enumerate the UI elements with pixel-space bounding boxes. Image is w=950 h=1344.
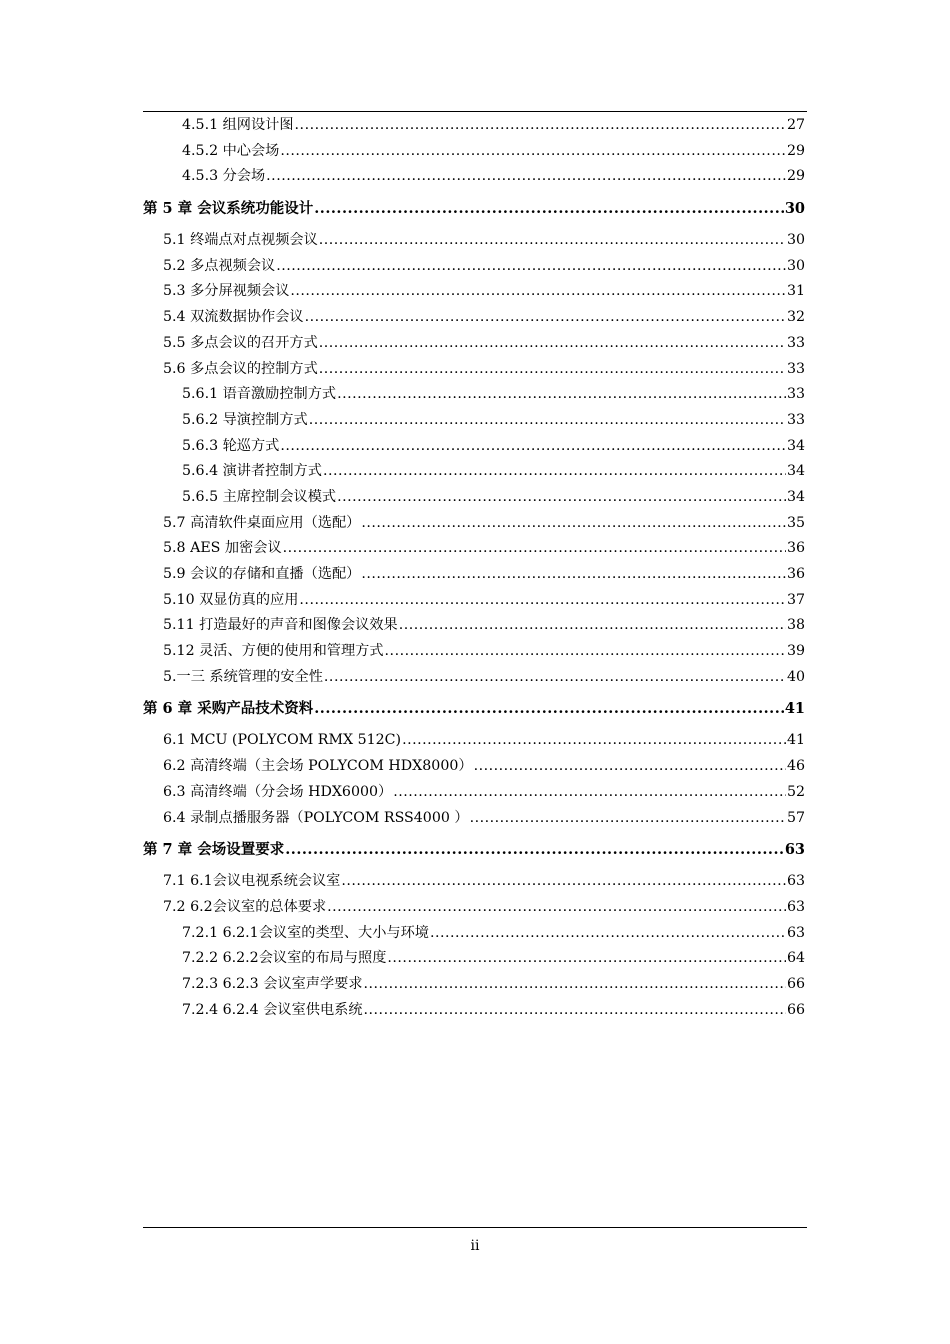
toc-leader-dots xyxy=(364,998,786,1024)
toc-entry[interactable] xyxy=(143,806,805,832)
toc-leader-dots xyxy=(280,434,786,460)
toc-leader-dots xyxy=(319,331,786,357)
toc-entry[interactable] xyxy=(143,754,805,780)
toc-leader-dots xyxy=(327,895,786,921)
toc-entry-page: 41 xyxy=(786,732,805,749)
toc-leader-dots xyxy=(361,511,786,537)
header-rule xyxy=(143,111,807,112)
toc-entry-page: 34 xyxy=(786,437,805,454)
toc-leader-dots xyxy=(276,254,786,280)
toc-entry[interactable] xyxy=(143,408,805,434)
toc-entry-title: 5.6 多点会议的控制方式 xyxy=(163,360,318,377)
toc-entry-page: 30 xyxy=(786,232,805,249)
toc-entry-title: 第 7 章 会场设置要求 xyxy=(143,841,285,859)
toc-entry[interactable] xyxy=(143,254,805,280)
toc-entry-page: 46 xyxy=(786,758,805,775)
toc-entry[interactable] xyxy=(143,459,805,485)
toc-entry-title: 5.9 会议的存储和直播（选配） xyxy=(163,566,361,582)
toc-leader-dots xyxy=(305,305,786,331)
toc-entry-page: 35 xyxy=(786,514,805,531)
toc-entry-title: 7.1 6.1会议电视系统会议室 xyxy=(163,873,341,890)
toc-entry[interactable] xyxy=(143,113,805,139)
toc-entry-title: 5.6.2 导演控制方式 xyxy=(182,411,308,428)
toc-entry-title: 7.2.2 6.2.2会议室的布局与照度 xyxy=(182,950,387,967)
toc-entry-title: 5.5 多点会议的召开方式 xyxy=(163,334,318,351)
toc-leader-dots xyxy=(319,357,786,383)
toc-entry[interactable] xyxy=(143,305,805,331)
toc-entry[interactable] xyxy=(143,972,805,998)
toc-entry-page: 30 xyxy=(786,257,805,274)
toc-leader-dots xyxy=(319,228,786,254)
toc-entry-page: 63 xyxy=(786,898,805,915)
toc-leader-dots xyxy=(399,613,786,639)
toc-entry-title: 5.4 双流数据协作会议 xyxy=(163,309,304,326)
toc-entry-page: 29 xyxy=(786,168,805,185)
toc-entry-title: 5.8 AES 加密会议 xyxy=(163,540,282,557)
toc-entry-title: 5.11 打造最好的声音和图像会议效果 xyxy=(163,617,398,634)
toc-leader-dots xyxy=(290,279,786,305)
toc-leader-dots xyxy=(364,972,786,998)
toc-leader-dots xyxy=(324,665,786,691)
toc-entry-page: 41 xyxy=(784,700,805,718)
toc-entry-page: 38 xyxy=(786,617,805,634)
toc-entry-page: 64 xyxy=(786,950,805,967)
toc-entry[interactable] xyxy=(143,434,805,460)
toc-entry-title: 5.10 双显仿真的应用 xyxy=(163,591,299,608)
toc-entry[interactable] xyxy=(143,665,805,691)
toc-entry-title: 6.4 录制点播服务器（POLYCOM RSS4000 ） xyxy=(163,809,469,826)
toc-entry-page: 40 xyxy=(786,668,805,685)
toc-leader-dots xyxy=(323,459,786,485)
toc-entry-page: 31 xyxy=(786,283,805,300)
toc-entry-title: 7.2.3 6.2.3 会议室声学要求 xyxy=(182,975,363,992)
toc-entry[interactable] xyxy=(143,511,805,537)
footer-rule xyxy=(143,1227,807,1228)
toc-entry-title: 5.7 高清软件桌面应用（选配） xyxy=(163,514,361,531)
toc-entry[interactable] xyxy=(143,998,805,1024)
toc-entry-page: 36 xyxy=(786,540,805,557)
toc-entry[interactable] xyxy=(143,485,805,511)
toc-chapter-entry[interactable] xyxy=(143,831,805,869)
toc-entry[interactable] xyxy=(143,357,805,383)
toc-entry[interactable] xyxy=(143,613,805,639)
toc-leader-dots xyxy=(283,536,786,562)
toc-leader-dots xyxy=(387,946,786,972)
toc-entry[interactable] xyxy=(143,382,805,408)
page-number: ii xyxy=(470,1238,480,1254)
toc-entry-title: 第 6 章 采购产品技术资料 xyxy=(143,700,314,718)
toc-entry-page: 33 xyxy=(786,334,805,351)
toc-entry-title: 7.2.4 6.2.4 会议室供电系统 xyxy=(182,1001,363,1018)
toc-entry[interactable] xyxy=(143,946,805,972)
toc-entry[interactable] xyxy=(143,728,805,754)
toc-leader-dots xyxy=(430,921,786,947)
toc-leader-dots xyxy=(361,562,786,588)
toc-entry-page: 63 xyxy=(786,924,805,941)
toc-entry-page: 34 xyxy=(786,488,805,505)
toc-entry-title: 4.5.3 分会场 xyxy=(182,168,266,185)
toc-entry-page: 33 xyxy=(786,360,805,377)
toc-entry-page: 66 xyxy=(786,1001,805,1018)
toc-entry-page: 52 xyxy=(786,783,805,800)
toc-entry-title: 第 5 章 会议系统功能设计 xyxy=(143,200,314,218)
toc-leader-dots xyxy=(295,113,786,139)
toc-leader-dots xyxy=(474,754,786,780)
toc-entry[interactable] xyxy=(143,536,805,562)
toc-entry-title: 5.3 多分屏视频会议 xyxy=(163,283,290,300)
toc-entry-page: 63 xyxy=(784,841,805,859)
toc-entry-page: 32 xyxy=(786,309,805,326)
toc-entry[interactable] xyxy=(143,639,805,665)
toc-entry[interactable] xyxy=(143,921,805,947)
toc-entry-title: 7.2 6.2会议室的总体要求 xyxy=(163,898,327,915)
toc-leader-dots xyxy=(341,869,786,895)
toc-entry-title: 6.1 MCU (POLYCOM RMX 512C) xyxy=(163,732,402,749)
toc-leader-dots xyxy=(470,806,786,832)
toc-entry[interactable] xyxy=(143,139,805,165)
toc-entry-page: 33 xyxy=(786,386,805,403)
toc-entry-page: 66 xyxy=(786,975,805,992)
toc-leader-dots xyxy=(285,831,784,869)
toc-entry-title: 5.6.1 语音激励控制方式 xyxy=(182,386,337,403)
toc-entry[interactable] xyxy=(143,869,805,895)
toc-entry-title: 5.6.3 轮巡方式 xyxy=(182,437,280,454)
toc-leader-dots xyxy=(337,485,786,511)
toc-leader-dots xyxy=(314,190,784,228)
toc-entry-page: 33 xyxy=(786,411,805,428)
toc-entry-page: 36 xyxy=(786,566,805,582)
toc-leader-dots xyxy=(402,728,786,754)
toc-entry-title: 5.6.5 主席控制会议模式 xyxy=(182,488,337,505)
toc-entry[interactable] xyxy=(143,780,805,806)
toc-entry[interactable] xyxy=(143,331,805,357)
toc-entry-page: 34 xyxy=(786,463,805,480)
toc-entry-page: 57 xyxy=(786,809,805,826)
toc-entry-title: 5.1 终端点对点视频会议 xyxy=(163,232,318,249)
toc-entry[interactable] xyxy=(143,228,805,254)
toc-entry-title: 5.12 灵活、方便的使用和管理方式 xyxy=(163,643,384,660)
toc-leader-dots xyxy=(299,588,786,614)
toc-entry[interactable] xyxy=(143,164,805,190)
toc-entry[interactable] xyxy=(143,562,805,588)
toc-entry-title: 6.2 高清终端（主会场 POLYCOM HDX8000） xyxy=(163,758,473,775)
toc-leader-dots xyxy=(393,780,786,806)
toc-leader-dots xyxy=(309,408,786,434)
toc-entry-title: 4.5.1 组网设计图 xyxy=(182,117,294,133)
toc-leader-dots xyxy=(337,382,786,408)
toc-entry-title: 5.一三 系统管理的安全性 xyxy=(163,668,323,685)
toc-entry[interactable] xyxy=(143,588,805,614)
toc-chapter-entry[interactable] xyxy=(143,190,805,228)
toc-entry[interactable] xyxy=(143,895,805,921)
toc-leader-dots xyxy=(314,690,784,728)
toc-leader-dots xyxy=(280,139,786,165)
toc-entry[interactable] xyxy=(143,279,805,305)
toc-entry-page: 30 xyxy=(784,200,805,218)
toc-entry-page: 37 xyxy=(786,591,805,608)
toc-entry-title: 6.3 高清终端（分会场 HDX6000） xyxy=(163,783,393,800)
toc-entry-title: 7.2.1 6.2.1会议室的类型、大小与环境 xyxy=(182,924,429,941)
toc-entry-title: 4.5.2 中心会场 xyxy=(182,142,280,159)
toc-entry-title: 5.6.4 演讲者控制方式 xyxy=(182,463,322,480)
toc-leader-dots xyxy=(385,639,786,665)
toc-entry-page: 63 xyxy=(786,873,805,890)
toc-entry-page: 27 xyxy=(786,117,805,133)
toc-entry-page: 39 xyxy=(786,643,805,660)
toc-entry-page: 29 xyxy=(786,142,805,159)
toc-leader-dots xyxy=(266,164,786,190)
toc-entry-title: 5.2 多点视频会议 xyxy=(163,257,276,274)
table-of-contents xyxy=(143,113,805,1023)
toc-chapter-entry[interactable] xyxy=(143,690,805,728)
